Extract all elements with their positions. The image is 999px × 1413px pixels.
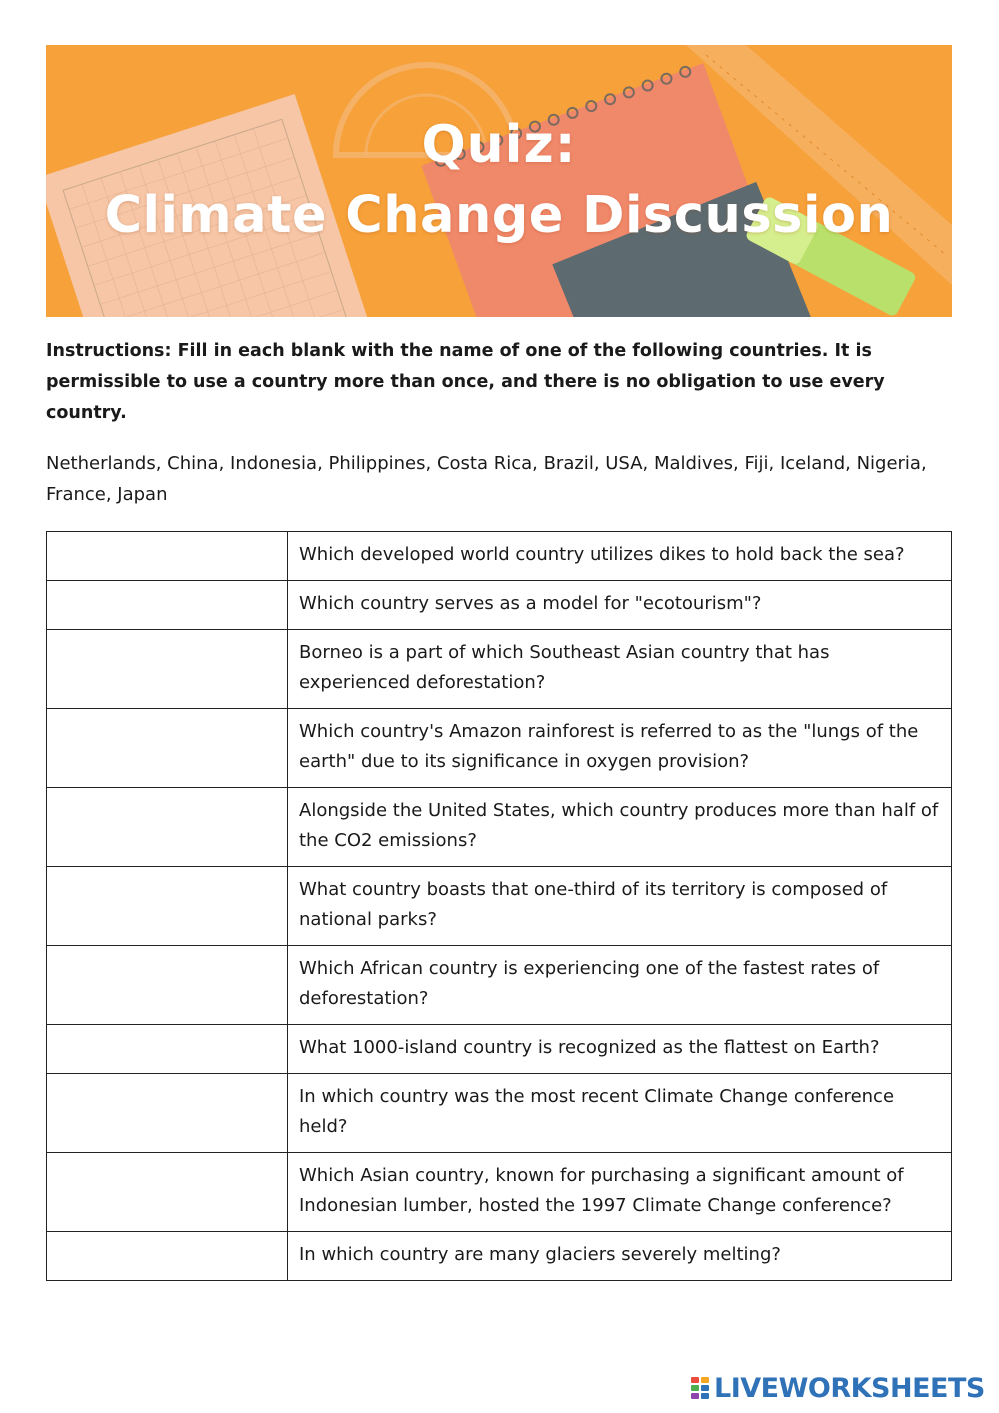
table-row [47, 946, 952, 1025]
question-text: Which African country is experiencing one of the fastest rates of deforestation? [288, 946, 952, 1025]
answer-cell[interactable] [47, 581, 288, 630]
table-row [47, 1153, 952, 1232]
table-row [47, 1074, 952, 1153]
question-text: What 1000-island country is recognized as the flattest on Earth? [288, 1025, 952, 1074]
answer-cell[interactable] [47, 1153, 288, 1232]
question-text: Which developed world country utilizes dikes to hold back the sea? [288, 532, 952, 581]
question-text: In which country are many glaciers severely melting? [288, 1232, 952, 1281]
liveworksheets-logo [690, 1373, 985, 1403]
answer-cell[interactable] [47, 867, 288, 946]
answer-cell[interactable] [47, 709, 288, 788]
page-title [46, 45, 952, 317]
table-row [47, 581, 952, 630]
country-list: Netherlands, China, Indonesia, Philippines, Costa Rica, Brazil, USA, Maldives, Fiji, Iceland, Nigeria, France, Japan [46, 453, 927, 505]
table-row [47, 788, 952, 867]
logo-text: LIVEWORKSHEETS [714, 1372, 985, 1404]
table-row [47, 709, 952, 788]
question-text: Which Asian country, known for purchasing a significant amount of Indonesian lumber, hosted the 1997 Climate Change conference? [288, 1153, 952, 1232]
question-text: Borneo is a part of which Southeast Asian country that has experienced deforestation? [288, 630, 952, 709]
answer-cell[interactable] [47, 946, 288, 1025]
table-row [47, 867, 952, 946]
logo-icon [690, 1376, 710, 1400]
answer-cell[interactable] [47, 1232, 288, 1281]
quiz-table [46, 531, 952, 1281]
question-text: Which country's Amazon rainforest is referred to as the "lungs of the earth" due to its significance in oxygen provision? [288, 709, 952, 788]
question-text: Which country serves as a model for "ecotourism"? [288, 581, 952, 630]
table-row [47, 630, 952, 709]
answer-cell[interactable] [47, 788, 288, 867]
title-line-1: Quiz: [421, 115, 577, 175]
title-line-2: Climate Change Discussion [104, 186, 894, 245]
answer-cell[interactable] [47, 630, 288, 709]
question-text: In which country was the most recent Climate Change conference held? [288, 1074, 952, 1153]
question-text: What country boasts that one-third of its territory is composed of national parks? [288, 867, 952, 946]
answer-cell[interactable] [47, 1025, 288, 1074]
question-text: Alongside the United States, which country produces more than half of the CO2 emissions? [288, 788, 952, 867]
table-row [47, 1232, 952, 1281]
table-row [47, 532, 952, 581]
header-banner [46, 45, 952, 317]
answer-cell[interactable] [47, 1074, 288, 1153]
answer-cell[interactable] [47, 532, 288, 581]
instructions-text: Instructions: Fill in each blank with the name of one of the following countries. It is permissible to use a country more than once, and there is no obligation to use every country. [46, 341, 885, 423]
table-row [47, 1025, 952, 1074]
